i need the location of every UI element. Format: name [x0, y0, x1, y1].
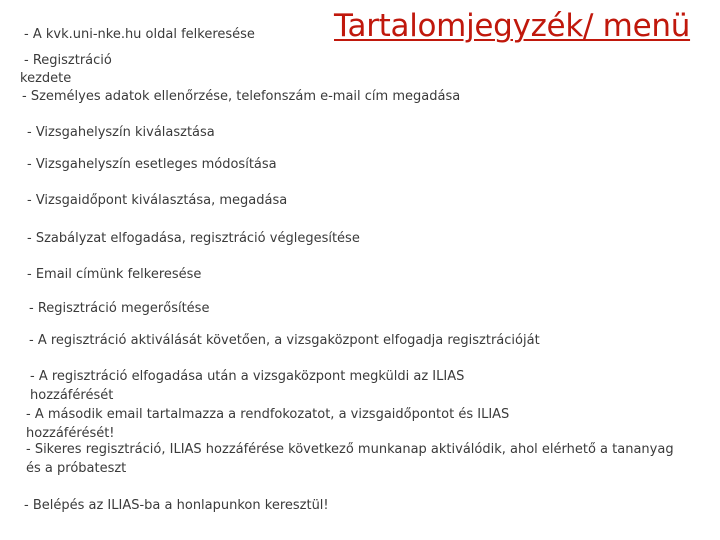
menu-item-exam-date: - Vizsgaidőpont kiválasztása, megadása	[27, 193, 288, 208]
menu-item-email: - Email címünk felkeresése	[27, 267, 202, 282]
slide-title: Tartalomjegyzék/ menü	[334, 8, 691, 44]
menu-item-success: - Sikeres regisztráció, ILIAS hozzáférése következő munkanap aktiválódik, ahol elérhető a tananyag	[26, 442, 674, 457]
menu-item-confirm: - Regisztráció megerősítése	[29, 301, 210, 316]
menu-item-personal-data: - Személyes adatok ellenőrzése, telefonszám e-mail cím megadása	[22, 89, 461, 104]
menu-item-login: - Belépés az ILIAS-ba a honlapunkon keresztül!	[24, 498, 329, 513]
menu-item-rules: - Szabályzat elfogadása, regisztráció véglegesítése	[27, 231, 360, 246]
menu-item-website: - A kvk.uni-nke.hu oldal felkeresése	[24, 27, 255, 42]
menu-item-ilias-access: - A regisztráció elfogadása után a vizsgaközpont megküldi az ILIAS	[30, 369, 465, 384]
menu-item-success-cont: és a próbateszt	[26, 461, 127, 476]
menu-item-registration-cont: kezdete	[20, 71, 72, 86]
menu-item-registration: - Regisztráció	[24, 53, 112, 68]
menu-item-activation: - A regisztráció aktiválását követően, a vizsgaközpont elfogadja regisztrációját	[29, 333, 540, 348]
menu-item-second-email: - A második email tartalmazza a rendfokozatot, a vizsgaidőpontot és ILIAS	[26, 407, 510, 422]
menu-item-second-email-cont: hozzáférését!	[26, 426, 115, 441]
menu-item-exam-location-modify: - Vizsgahelyszín esetleges módosítása	[27, 157, 277, 172]
menu-item-ilias-access-cont: hozzáférését	[30, 388, 114, 403]
menu-item-exam-location: - Vizsgahelyszín kiválasztása	[27, 125, 215, 140]
